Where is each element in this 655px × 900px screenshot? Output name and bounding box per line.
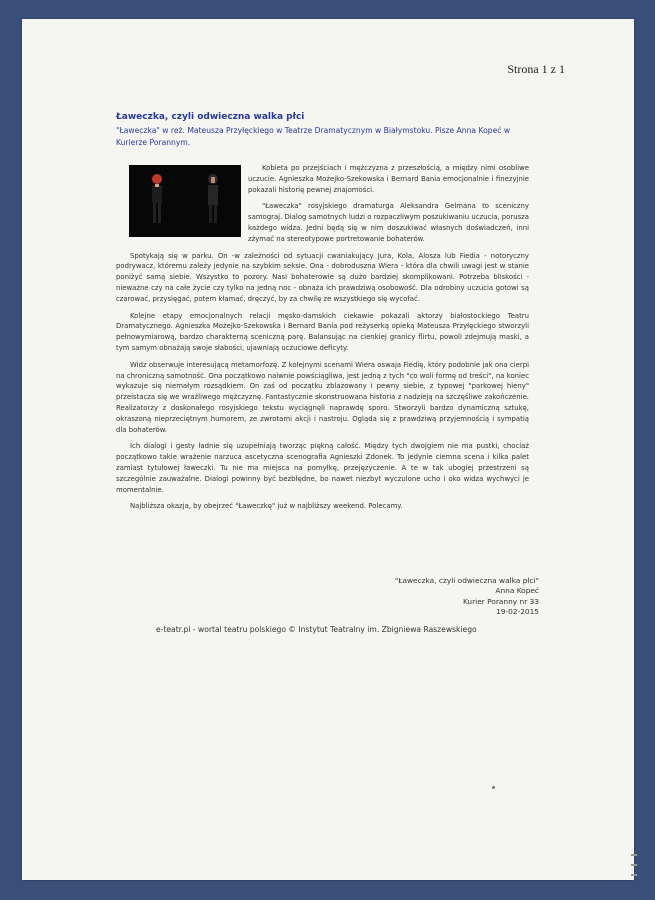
scan-edge-mark: [631, 854, 637, 856]
page-number: Strona 1 z 1: [507, 62, 565, 76]
scan-edge-mark: [631, 874, 637, 876]
paragraph: Spotykają się w parku. On -w zależności od sytuacji cwaniakujący Jura, Kola, Alosza lub Fiedia - notoryczny podrywacz, któremu zależy jedynie na szybkim seksie. Ona - dobroduszna Wiera - która dla chwili uwagi jest w stanie poniżyć samą siebie. Wszystko to pozory. Nasi bohaterowie są dużo bardziej skomplikowani. Potrzeba bliskości - nieważne czy na całe życie czy tylko na jedną noc - obnaża ich prawdziwą osobowość. Dla odrobiny uczucia gotowi są czarować, przysięgać, potem kłamać, dręczyć, by za chwilę ze wszystkiego się wycofać.: [116, 251, 529, 303]
paragraph: "Ławeczka" rosyjskiego dramaturga Aleksandra Gelmana to sceniczny samograj. Dialog samotnych ludzi o rozpaczliwym poszukiwaniu uczucia, porusza każdego widza. Jedni będą się w nim doszukiwać własnych doświadczeń, inni zżymać na stereotypowe portretowanie bohaterów.: [248, 202, 530, 243]
scan-edge-mark: [631, 864, 637, 866]
paragraph: Najbliższa okazja, by obejrzeć "Ławeczkę" już w najbliższy weekend. Polecamy.: [130, 502, 403, 511]
paragraph: Widz obserwuje interesującą metamorfozę. Z kolejnymi scenami Wiera oswaja Fiedię, który podobnie jak ona cierpi na chroniczną samotność. Ona początkowo naiwnie powściągliwa, jest jedną z tych "co woli formę od treści", na koniec wykazuje się niemałym rozsądkiem. On zaś od początku zblazowany i pewny siebie, z typowej "parkowej hieny" przeistacza się we wrażliwego mężczyznę. Fantastycznie skonstruowana historia z nadzieją na szczęśliwe zakończenie. Realizatorzy z doskonałego rosyjskiego tekstu wyciągnęli naprawdę sporo. Stworzyli bardzo dynamiczną sztukę, okraszoną nieprzeciętnym humorem, ze zwrotami akcji i nastroju. Ogląda się z prawdziwą przyjemnością i sympatią dla bohaterów.: [116, 360, 529, 434]
signature-author: Anna Kopeć: [495, 586, 539, 596]
scan-speck: [492, 786, 495, 789]
signature-date: 19-02-2015: [496, 606, 539, 616]
signature-title: "Ławeczka, czyli odwieczna walka płci": [394, 576, 539, 585]
article-body: [116, 163, 529, 518]
article-lead: "Ławeczka" w reż. Mateusza Przyłęckiego w Teatrze Dramatycznym w Białymstoku. Pisze Anna Kopeć w Kurierze Porannym.: [116, 126, 511, 147]
article-title: Ławeczka, czyli odwieczna walka płci: [116, 112, 305, 122]
signature-source: Kurier Poranny nr 33: [462, 596, 539, 606]
paper-sheet: [22, 19, 634, 880]
page-footer: e-teatr.pl - wortal teatru polskiego © Instytut Teatralny im. Zbigniewa Raszewskiego: [156, 625, 477, 634]
paragraph: Kobieta po przejściach i mężczyzna z przeszłością, a między nimi osobliwe uczucie. Agnieszka Możejko-Szekowska i Bernard Bania emocjonalnie i finezyjnie pokazali historię pewnej znajomości.: [248, 164, 529, 194]
paragraph: Kolejne etapy emocjonalnych relacji męsko-damskich ciekawie pokazali aktorzy białostockiego Teatru Dramatycznego. Agnieszka Możejko-Szekowska i Bernard Bania pod reżyserką opieką Mateusza Przyłęckiego stworzyli pełnowymiarową, bardzo charakterną sceniczną parę. Balansując na cienkiej granicy flirtu, powoli zdejmują maski, a tym samym obnażają swoje słabości, ujawniają uczuciowe deficyty.: [116, 311, 529, 352]
article-signature: [395, 576, 539, 617]
paragraph: Ich dialogi i gesty ładnie się uzupełniają tworząc piękną całość. Między tych dwojgiem nie ma pustki, chociaż początkowo takie wrażenie narzuca ascetyczna scenografia Agnieszki Zdonek. To jedynie ciemna scena i kilka palet zamiast tytułowej ławeczki. Tu nie ma miejsca na pomyłkę, przejęzyczenie. A te w tak ubogiej przestrzeni są szczególnie zauważalne. Dialogi powinny być bezbłędne, bo nawet niezbyt wyczulone ucho i oko widza wychwyci je momentalnie.: [116, 442, 529, 494]
